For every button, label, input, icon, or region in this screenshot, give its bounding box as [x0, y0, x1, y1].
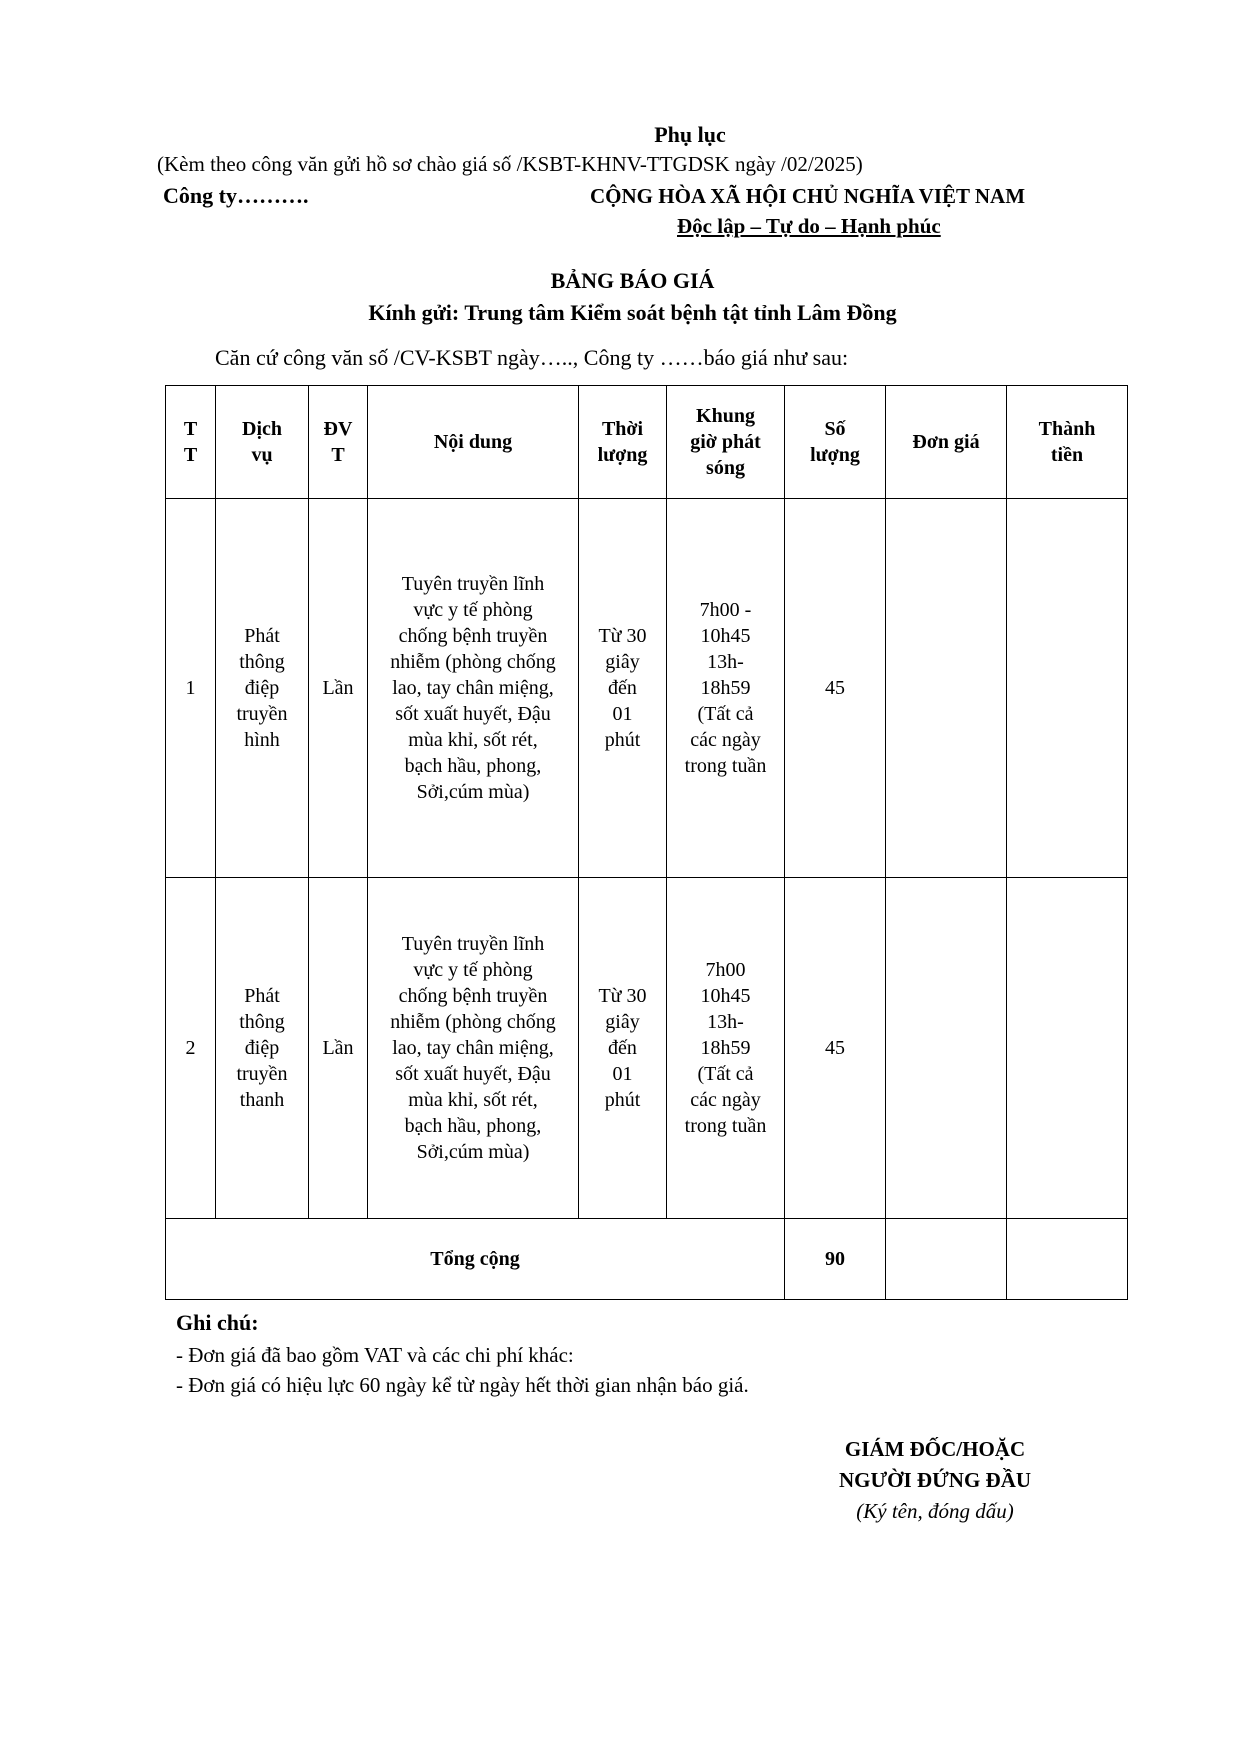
notes-title: Ghi chú: [176, 1310, 259, 1335]
signature-note: (Ký tên, đóng dấu) [856, 1499, 1014, 1523]
col-header-content: Nội dung [368, 386, 579, 499]
total-unit-price [886, 1219, 1007, 1300]
cell-quantity: 45 [785, 878, 886, 1219]
signature-block [760, 1434, 1110, 1527]
cell-unit-price [886, 878, 1007, 1219]
cell-amount [1007, 878, 1128, 1219]
cell-unit: Lần [309, 878, 368, 1219]
cell-amount [1007, 499, 1128, 878]
cell-content: Tuyên truyền lĩnh vực y tế phòng chống bệnh truyền nhiễm (phòng chống lao, tay chân miệng, sốt xuất huyết, Đậu mùa khỉ, sốt rét, bạch hầu, phong, Sởi,cúm mùa) [368, 499, 579, 878]
cell-tt: 1 [166, 499, 216, 878]
page-title: Phụ lục [654, 122, 726, 147]
cell-quantity: 45 [785, 499, 886, 878]
cell-duration: Từ 30 giây đến 01 phút [579, 499, 667, 878]
signature-title-line1: GIÁM ĐỐC/HOẶC [844, 1437, 1026, 1461]
col-header-unit: ĐV T [309, 386, 368, 499]
col-header-quantity: Số lượng [785, 386, 886, 499]
table-row [166, 499, 1128, 878]
notes-lines: - Đơn giá đã bao gồm VAT và các chi phí khác: - Đơn giá có hiệu lực 60 ngày kể từ ngày hết thời gian nhận báo giá. [176, 1343, 749, 1397]
total-quantity: 90 [785, 1219, 886, 1300]
total-amount [1007, 1219, 1128, 1300]
quote-recipient: Kính gửi: Trung tâm Kiểm soát bệnh tật tỉnh Lâm Đồng [368, 300, 897, 325]
cell-tt: 2 [166, 878, 216, 1219]
col-header-time-slot: Khung giờ phát sóng [667, 386, 785, 499]
col-header-service: Dịch vụ [216, 386, 309, 499]
quote-heading: BẢNG BÁO GIÁ [550, 268, 715, 293]
cell-unit-price [886, 499, 1007, 878]
cell-service: Phát thông điệp truyền thanh [216, 878, 309, 1219]
cell-duration: Từ 30 giây đến 01 phút [579, 878, 667, 1219]
cell-service: Phát thông điệp truyền hình [216, 499, 309, 878]
table-total-row [166, 1219, 1128, 1300]
table-header-row [166, 386, 1128, 499]
quote-basis: Căn cứ công văn số /CV-KSBT ngày….., Công ty ……báo giá như sau: [215, 345, 849, 370]
table-row [166, 878, 1128, 1219]
cell-content: Tuyên truyền lĩnh vực y tế phòng chống bệnh truyền nhiễm (phòng chống lao, tay chân miệng, sốt xuất huyết, Đậu mùa khỉ, sốt rét, bạch hầu, phong, Sởi,cúm mùa) [368, 878, 579, 1219]
national-motto: Độc lập – Tự do – Hạnh phúc [677, 214, 941, 238]
price-table [165, 385, 1128, 1300]
country-name: CỘNG HÒA XÃ HỘI CHỦ NGHĨA VIỆT NAM [590, 184, 1026, 208]
col-header-amount: Thành tiền [1007, 386, 1128, 499]
col-header-unit-price: Đơn giá [886, 386, 1007, 499]
total-label: Tổng cộng [166, 1219, 785, 1300]
page-subtitle: (Kèm theo công văn gửi hồ sơ chào giá số /KSBT-KHNV-TTGDSK ngày /02/2025) [157, 152, 863, 176]
company-name: Công ty………. [163, 183, 309, 208]
signature-title-line2: NGƯỜI ĐỨNG ĐẦU [838, 1468, 1032, 1492]
cell-unit: Lần [309, 499, 368, 878]
col-header-tt: T T [166, 386, 216, 499]
cell-time-slot: 7h00 10h45 13h- 18h59 (Tất cả các ngày trong tuần [667, 878, 785, 1219]
col-header-duration: Thời lượng [579, 386, 667, 499]
cell-time-slot: 7h00 - 10h45 13h- 18h59 (Tất cả các ngày trong tuần [667, 499, 785, 878]
